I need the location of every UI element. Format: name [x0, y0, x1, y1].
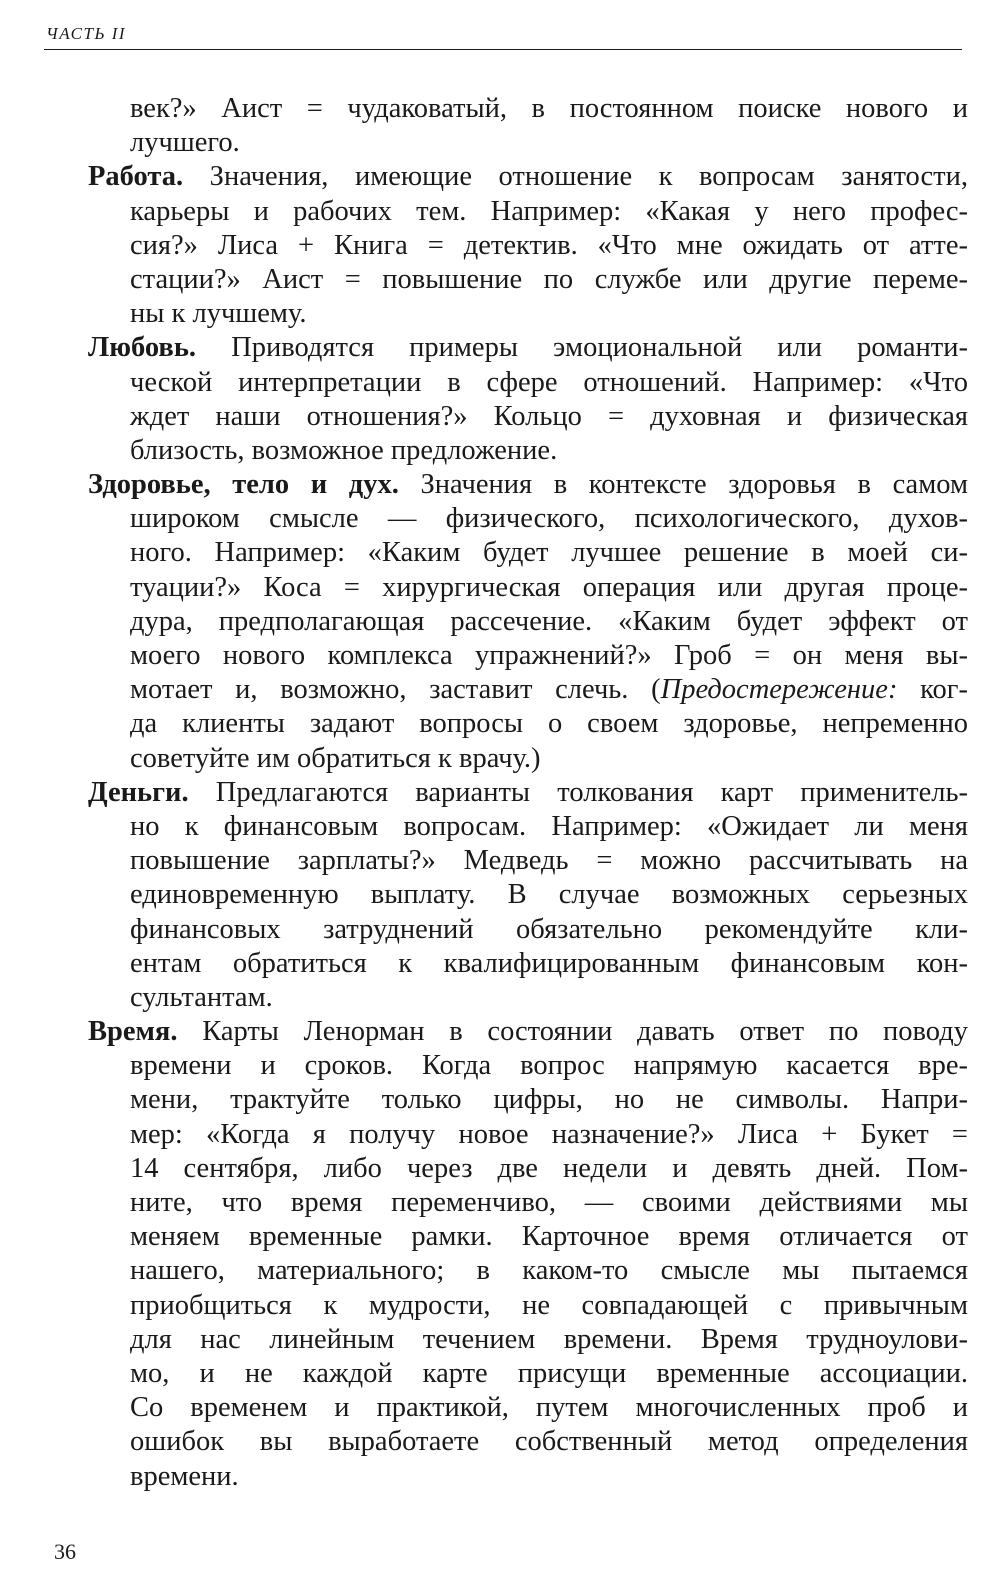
- line-text: 14 сентября, либо через две недели и девять дней. Пом-: [130, 1152, 968, 1184]
- text-line: [0, 1118, 1000, 1152]
- text-line: [0, 742, 1000, 776]
- line-text: [88, 1015, 968, 1049]
- text-line: [0, 502, 1000, 536]
- line-text: стации?» Аист = повышение по службе или другие переме-: [130, 263, 968, 295]
- entry-vremya: [0, 1015, 1000, 1494]
- line-text: для нас линейным течением времени. Время трудноулови-: [130, 1323, 968, 1355]
- text-line: [0, 195, 1000, 229]
- line-text: ческой интерпретации в сфере отношений. Например: «Что: [130, 366, 968, 398]
- line-text: финансовых затруднений обязательно рекомендуйте кли-: [130, 913, 968, 945]
- text-line: [0, 673, 1000, 707]
- entry-dengi: [0, 776, 1000, 1015]
- text-line: [0, 1323, 1000, 1357]
- text-line: [0, 913, 1000, 947]
- entry-text: Приводятся примеры эмоциональной или романти-: [196, 332, 968, 364]
- entry-rabota: [0, 160, 1000, 331]
- line-text: моего нового комплекса упражнений?» Гроб = он меня вы-: [130, 640, 968, 671]
- line-text: век?» Аист = чудаковатый, в постоянном поиске нового и: [130, 93, 968, 124]
- entry-text: Карты Ленорман в состоянии давать ответ по поводу: [177, 1016, 968, 1048]
- line-text: лучшего.: [130, 127, 240, 159]
- line-text: мо, и не каждой карте присущи временные ассоциации.: [130, 1357, 968, 1389]
- text-line: [0, 981, 1000, 1015]
- text-line: [0, 776, 1000, 810]
- text-line: [0, 400, 1000, 434]
- page-number: 36: [54, 1539, 76, 1564]
- text-line: [0, 1220, 1000, 1254]
- text-line: [0, 1460, 1000, 1494]
- text-line: [0, 1357, 1000, 1391]
- page-body: [0, 92, 1000, 1494]
- text-line: [0, 92, 1000, 126]
- line-text: повышение зарплаты?» Медведь = можно рассчитывать на: [130, 845, 968, 877]
- text-line: [0, 1152, 1000, 1186]
- text-line: [0, 263, 1000, 297]
- text-line: [0, 878, 1000, 912]
- text-line: [0, 639, 1000, 673]
- text-line: [0, 1289, 1000, 1323]
- header-rule: [44, 49, 962, 50]
- line-text: советуйте им обратиться к врачу.): [130, 742, 541, 774]
- line-text: сия?» Лиса + Книга = детектив. «Что мне ожидать от атте-: [130, 229, 968, 261]
- running-head: ЧАСТЬ II: [46, 24, 127, 43]
- line-text: времени.: [130, 1460, 239, 1492]
- text-line: [0, 1186, 1000, 1220]
- entry-term: Здоровье, тело и дух.: [88, 469, 399, 501]
- line-text: мер: «Когда я получу новое назначение?» Лиса + Букет =: [130, 1118, 968, 1150]
- line-text: времени и сроков. Когда вопрос напрямую касается вре-: [130, 1050, 968, 1082]
- line-text: ните, что время переменчиво, — своими действиями мы: [130, 1187, 968, 1218]
- entry-term: Деньги.: [88, 776, 189, 808]
- text-line: [0, 810, 1000, 844]
- text-line: [0, 366, 1000, 400]
- line-text: туации?» Коса = хирургическая операция или другая проце-: [130, 571, 968, 603]
- line-text: сультантам.: [130, 981, 273, 1013]
- text-line: [0, 126, 1000, 160]
- line-text: да клиенты задают вопросы о своем здоровье, непременно: [130, 708, 968, 740]
- line-text: ошибок вы выработаете собственный метод определения: [130, 1426, 968, 1458]
- line-text: но к финансовым вопросам. Например: «Ожидает ли меня: [130, 810, 968, 842]
- line-text: карьеры и рабочих тем. Например: «Какая у него профес-: [130, 195, 968, 227]
- text-line: [0, 229, 1000, 263]
- text-line: [0, 468, 1000, 502]
- line-text: ждет наши отношения?» Кольцо = духовная и физическая: [130, 400, 968, 432]
- line-text: [88, 160, 968, 194]
- entry-text: ког-: [897, 674, 968, 706]
- line-text: единовременную выплату. В случае возможных серьезных: [130, 879, 968, 911]
- line-text: нашего, материального; в каком-то смысле мы пытаемся: [130, 1255, 968, 1287]
- text-line: [0, 844, 1000, 878]
- entry-lyubov: [0, 331, 1000, 468]
- text-line: [0, 1254, 1000, 1288]
- line-text: ного. Например: «Каким будет лучшее решение в моей си-: [130, 537, 968, 569]
- text-line: [0, 1049, 1000, 1083]
- text-line: [0, 707, 1000, 741]
- line-text: меняем временные рамки. Карточное время отличается от: [130, 1221, 968, 1253]
- text-line: [0, 571, 1000, 605]
- text-line: [0, 605, 1000, 639]
- entry-text: Значения в контексте здоровья в самом: [398, 469, 968, 501]
- line-text: ны к лучшему.: [130, 298, 307, 330]
- text-line: [0, 1391, 1000, 1425]
- text-line: [0, 536, 1000, 570]
- entry-text: Предлагаются варианты толкования карт применитель-: [188, 776, 968, 808]
- entry-term: Любовь.: [88, 332, 197, 364]
- line-text: [130, 673, 968, 707]
- entry-text: мотает и, возможно, заставит слечь. (: [130, 674, 661, 706]
- text-line: [0, 1083, 1000, 1117]
- text-line: [0, 331, 1000, 365]
- text-line: [0, 1425, 1000, 1459]
- italic-note: Предостережение:: [660, 674, 898, 706]
- entry-text: Значения, имеющие отношение к вопросам занятости,: [183, 161, 968, 193]
- line-text: [88, 331, 968, 365]
- line-text: [88, 468, 968, 502]
- line-text: приобщиться к мудрости, не совпадающей с привычным: [130, 1289, 968, 1321]
- text-line: [0, 1015, 1000, 1049]
- entry-zdorovie: [0, 468, 1000, 776]
- text-line: [0, 160, 1000, 194]
- line-text: [88, 776, 968, 810]
- text-line: [0, 434, 1000, 468]
- continuation-paragraph: [0, 92, 1000, 160]
- line-text: Со временем и практикой, путем многочисленных проб и: [130, 1392, 968, 1424]
- line-text: ентам обратиться к квалифицированным финансовым кон-: [130, 947, 968, 979]
- line-text: широком смысле — физического, психологического, духов-: [130, 503, 968, 535]
- line-text: мени, трактуйте только цифры, но не символы. Напри-: [130, 1084, 968, 1116]
- entry-term: Время.: [88, 1016, 178, 1048]
- line-text: близость, возможное предложение.: [130, 434, 558, 466]
- text-line: [0, 297, 1000, 331]
- entry-term: Работа.: [88, 161, 184, 193]
- text-line: [0, 947, 1000, 981]
- line-text: дура, предполагающая рассечение. «Каким будет эффект от: [130, 605, 968, 637]
